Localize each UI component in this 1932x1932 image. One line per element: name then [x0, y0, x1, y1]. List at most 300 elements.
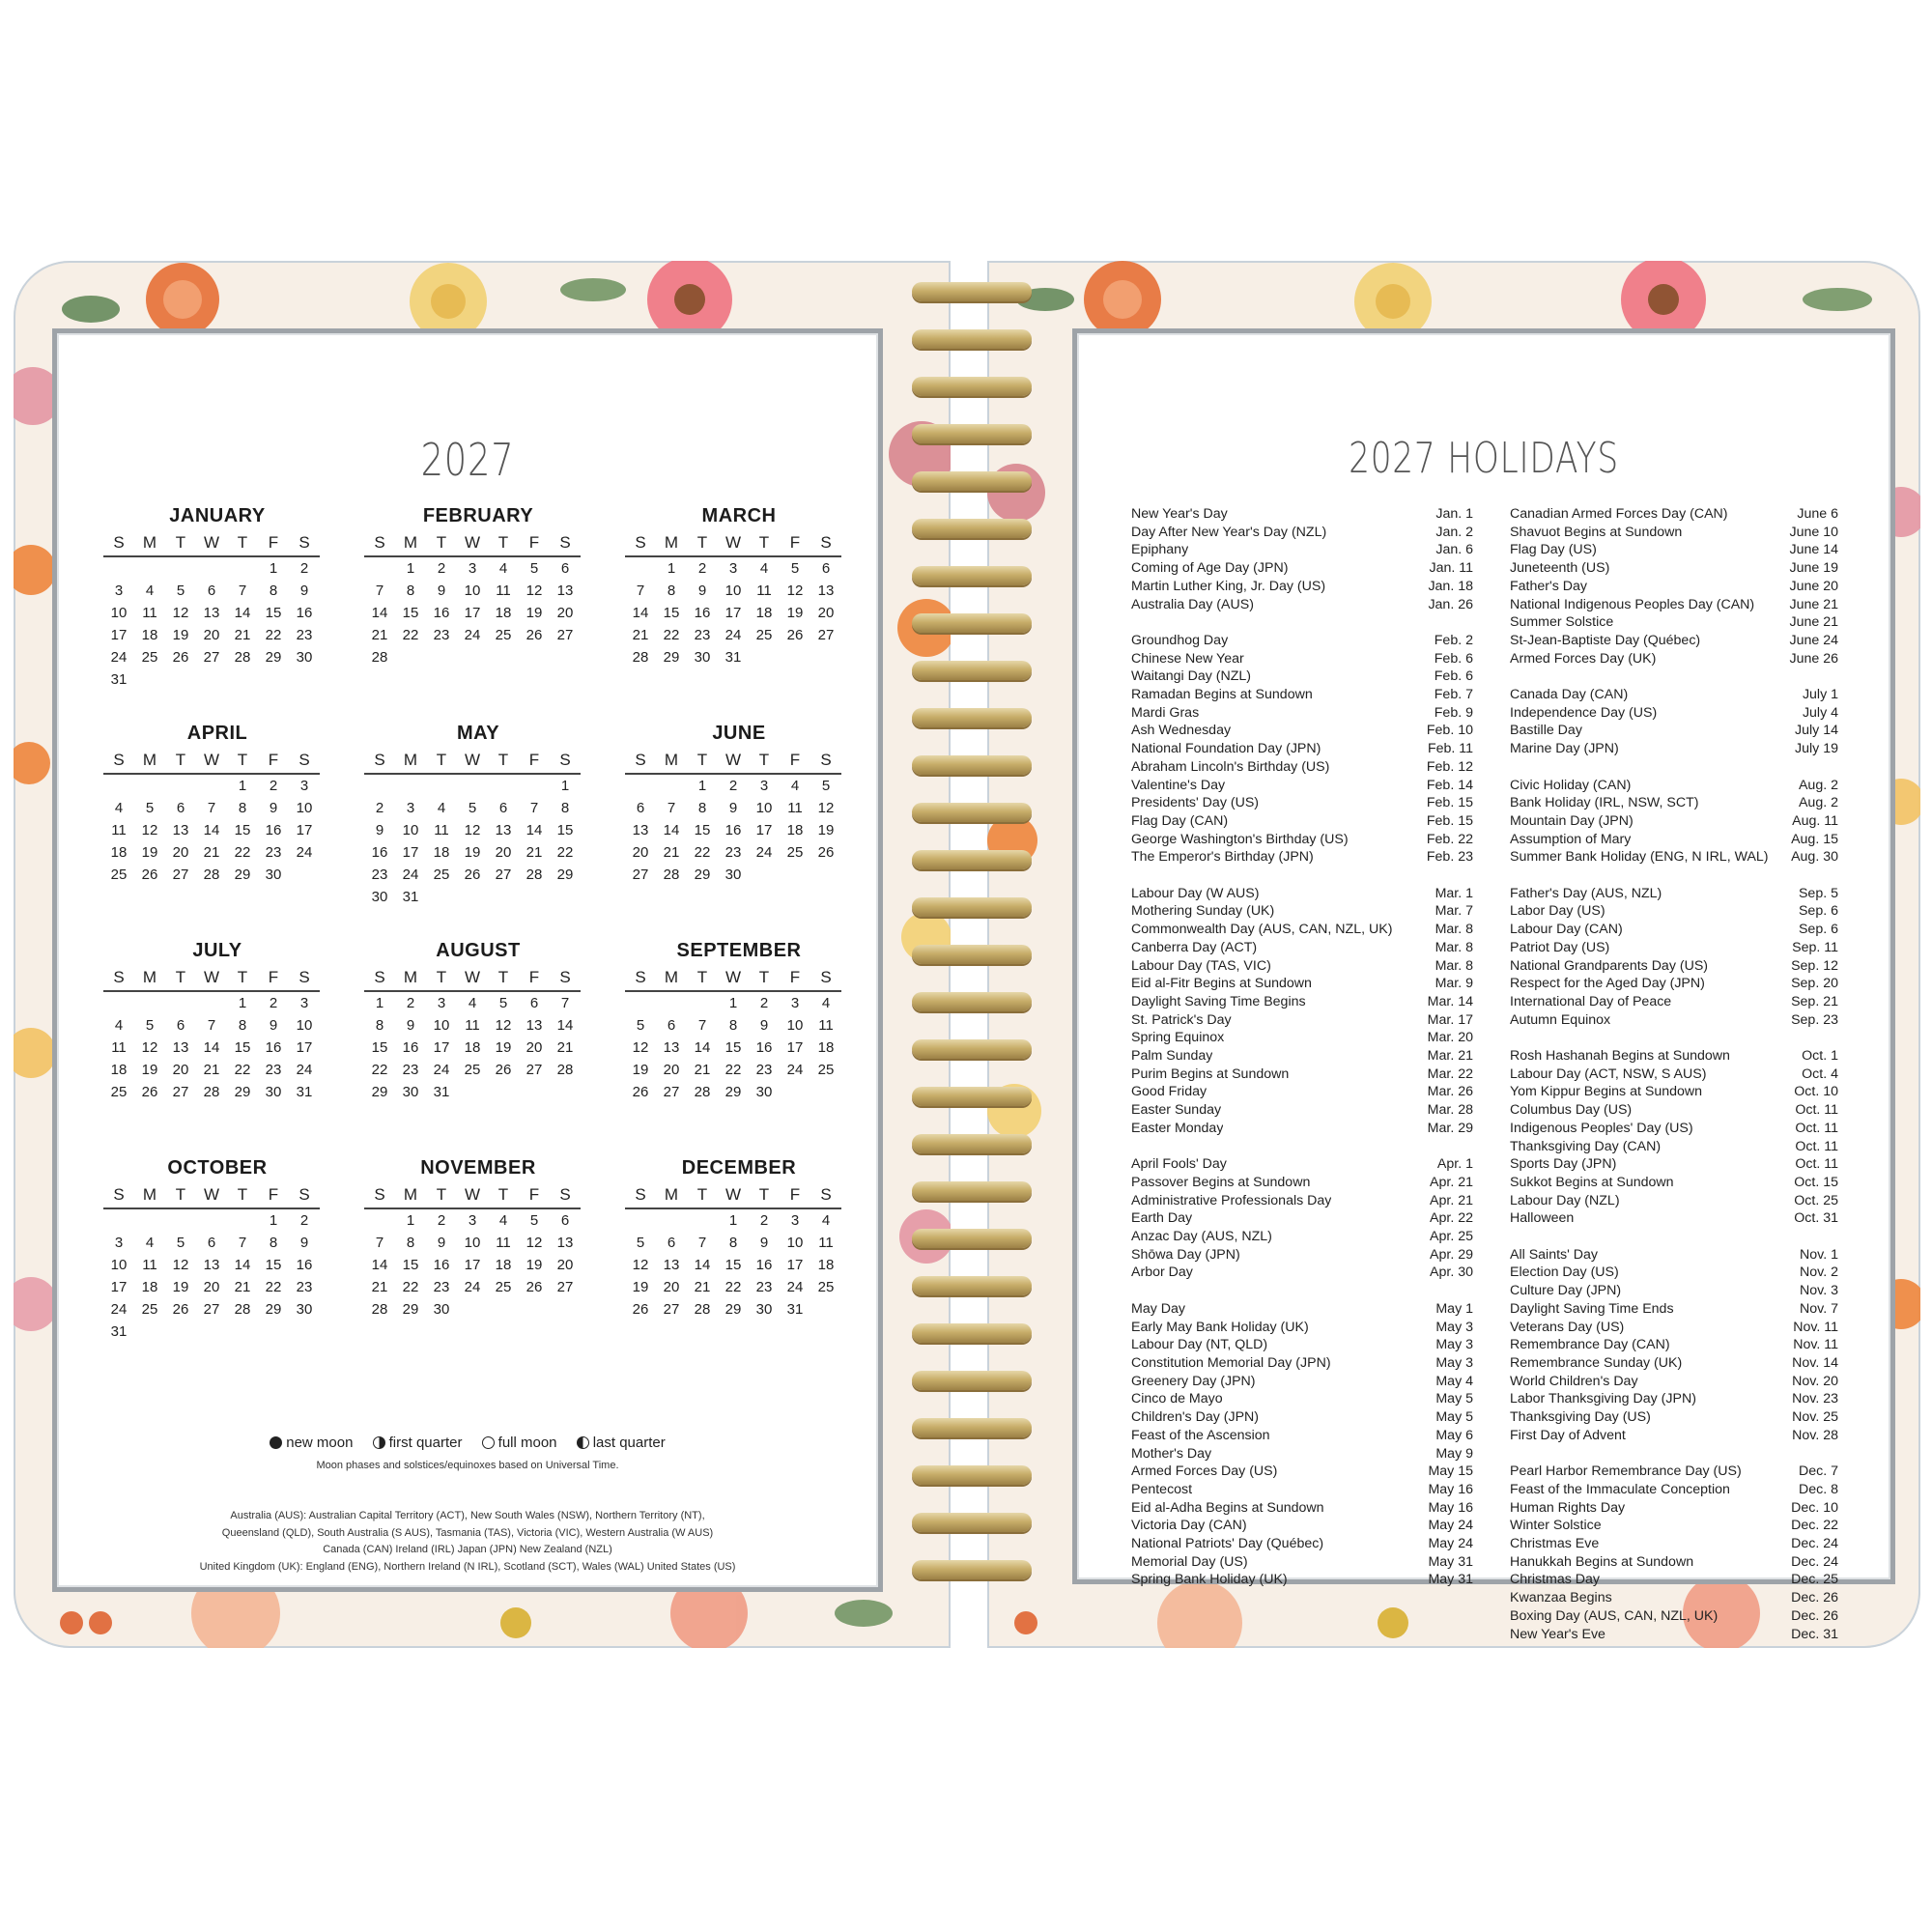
day-cell: 20 [663, 1062, 680, 1078]
holiday-name: Waitangi Day (NZL) [1131, 668, 1252, 685]
day-cell: 10 [402, 822, 419, 838]
holiday-date: Feb. 10 [1426, 723, 1473, 739]
holiday-row [1510, 1607, 1838, 1626]
day-cell: 20 [495, 844, 512, 861]
holiday-row [1131, 1209, 1473, 1228]
month-name: JULY [192, 940, 242, 961]
day-cell: 4 [145, 582, 155, 599]
holiday-name: Mardi Gras [1131, 704, 1200, 721]
day-cell: 30 [724, 867, 742, 883]
day-cell: 20 [203, 627, 220, 643]
day-grid [103, 1183, 331, 1343]
day-cell: 24 [433, 1062, 450, 1078]
weekday-header: T [749, 749, 780, 775]
day-cell: 4 [114, 800, 124, 816]
day-cell: 14 [556, 1017, 574, 1034]
spiral-ring [912, 661, 1032, 680]
day-cell: 21 [632, 627, 649, 643]
spiral-ring [912, 850, 1032, 869]
day-cell: 18 [755, 605, 773, 621]
holiday-name: Autumn Equinox [1510, 1011, 1611, 1028]
holiday-name: Purim Begins at Sundown [1131, 1065, 1290, 1082]
spiral-ring [912, 282, 1032, 301]
day-cell: 2 [437, 1212, 446, 1229]
calendar-year-title: 2027 [420, 434, 515, 486]
day-cell: 6 [560, 1212, 570, 1229]
day-cell: 12 [817, 800, 835, 816]
holiday-row [1131, 1499, 1473, 1518]
holiday-row [1131, 596, 1473, 614]
holiday-date: Sep. 6 [1798, 922, 1838, 938]
day-cell: 24 [110, 1301, 128, 1318]
weekday-header: S [364, 1183, 395, 1209]
day-cell: 10 [296, 1017, 313, 1034]
day-cell: 4 [498, 560, 508, 577]
day-cell: 26 [632, 1301, 649, 1318]
weekday-header: S [289, 966, 320, 992]
holiday-name: Rosh Hashanah Begins at Sundown [1510, 1048, 1730, 1065]
holiday-row [1131, 1155, 1473, 1174]
weekday-header: F [780, 1183, 810, 1209]
empty-day-cell [687, 992, 718, 1014]
day-cell: 17 [433, 1039, 450, 1056]
day-cell: 30 [402, 1084, 419, 1100]
holiday-date: Mar. 7 [1435, 903, 1473, 920]
holiday-date: May 5 [1435, 1409, 1473, 1426]
holiday-row [1131, 505, 1473, 524]
day-cell: 5 [145, 800, 155, 816]
holiday-name: Commonwealth Day (AUS, CAN, NZL, UK) [1131, 922, 1393, 938]
day-cell: 23 [265, 1062, 282, 1078]
holiday-name: Canadian Armed Forces Day (CAN) [1510, 506, 1728, 522]
day-cell: 20 [203, 1279, 220, 1295]
spiral-ring [912, 1276, 1032, 1295]
day-cell: 1 [728, 995, 738, 1011]
weekday-header: F [519, 749, 550, 775]
day-cell: 13 [495, 822, 512, 838]
day-cell: 31 [402, 889, 419, 905]
holiday-name: Canada Day (CAN) [1510, 687, 1629, 703]
holiday-date: May 24 [1428, 1518, 1473, 1534]
day-cell: 11 [818, 1017, 834, 1034]
day-cell: 16 [433, 1257, 450, 1273]
holiday-row [1510, 1120, 1838, 1138]
holiday-date: Apr. 1 [1436, 1156, 1473, 1173]
weekday-header: T [227, 531, 258, 557]
empty-day-cell [426, 775, 457, 797]
day-cell: 24 [755, 844, 773, 861]
day-cell: 17 [724, 605, 742, 621]
day-cell: 18 [495, 605, 512, 621]
day-cell: 9 [437, 582, 446, 599]
holiday-row [1510, 957, 1838, 976]
holiday-name: Veterans Day (US) [1510, 1319, 1625, 1335]
day-cell: 5 [468, 800, 477, 816]
abbreviation-line: Queensland (QLD), South Australia (S AUS), Tasmania (TAS), Victoria (VIC), Western Australia (W AUS) [221, 1526, 714, 1539]
day-cell: 6 [821, 560, 831, 577]
day-cell: 3 [406, 800, 415, 816]
holiday-row [1131, 1083, 1473, 1101]
holiday-row [1131, 1427, 1473, 1445]
weekday-header: F [780, 531, 810, 557]
holiday-row [1510, 1535, 1838, 1553]
holiday-column-left [1131, 505, 1473, 1607]
day-cell: 28 [371, 649, 388, 666]
holiday-name: Epiphany [1131, 542, 1189, 558]
day-cell: 4 [821, 995, 831, 1011]
day-cell: 29 [371, 1084, 388, 1100]
holiday-row [1131, 848, 1473, 867]
holiday-name: Culture Day (JPN) [1510, 1283, 1622, 1299]
holiday-date: June 14 [1789, 542, 1838, 558]
month-name: AUGUST [436, 940, 521, 961]
day-cell: 15 [724, 1039, 742, 1056]
holiday-row [1131, 1029, 1473, 1047]
holiday-name: Chinese New Year [1131, 650, 1244, 667]
day-cell: 14 [203, 1039, 220, 1056]
holiday-row [1510, 1499, 1838, 1518]
holiday-name: Father's Day (AUS, NZL) [1510, 885, 1662, 901]
day-cell: 27 [203, 1301, 220, 1318]
day-cell: 18 [110, 1062, 128, 1078]
weekday-header: S [289, 749, 320, 775]
day-cell: 11 [756, 582, 772, 599]
day-cell: 28 [556, 1062, 574, 1078]
day-cell: 12 [632, 1257, 649, 1273]
empty-day-cell [134, 557, 165, 580]
day-cell: 13 [172, 1039, 189, 1056]
holiday-date: Feb. 12 [1426, 758, 1473, 775]
day-cell: 27 [203, 649, 220, 666]
empty-day-cell [625, 557, 656, 580]
holiday-row [1510, 812, 1838, 831]
day-cell: 25 [786, 844, 804, 861]
empty-day-cell [687, 1209, 718, 1232]
weekday-header: T [426, 1183, 457, 1209]
day-cell: 27 [817, 627, 835, 643]
day-cell: 13 [203, 605, 220, 621]
month-name: JANUARY [169, 505, 266, 526]
legend-label: first quarter [388, 1435, 463, 1451]
day-cell: 26 [172, 649, 189, 666]
holiday-name: Good Friday [1131, 1084, 1208, 1100]
holiday-date: Mar. 28 [1427, 1102, 1473, 1119]
weekday-header: S [550, 966, 581, 992]
holiday-row [1510, 1390, 1838, 1408]
holiday-date: Jan. 6 [1435, 542, 1473, 558]
weekday-header: M [134, 749, 165, 775]
day-cell: 21 [234, 1279, 251, 1295]
holiday-date: Dec. 26 [1791, 1590, 1838, 1606]
day-cell: 23 [724, 844, 742, 861]
legend-last-quarter [577, 1435, 666, 1451]
day-cell: 19 [786, 605, 804, 621]
holiday-row [1510, 1373, 1838, 1391]
day-cell: 2 [269, 778, 278, 794]
holiday-name: Valentine's Day [1131, 777, 1226, 793]
weekday-header: S [625, 1183, 656, 1209]
day-cell: 5 [790, 560, 800, 577]
holiday-name: Election Day (US) [1510, 1264, 1619, 1281]
weekday-header: S [625, 749, 656, 775]
holiday-name: Feast of the Ascension [1131, 1427, 1270, 1443]
holiday-date: Oct. 11 [1795, 1102, 1838, 1119]
day-grid [364, 1183, 592, 1321]
day-cell: 30 [371, 889, 388, 905]
holiday-row [1131, 794, 1473, 812]
holiday-date: May 31 [1428, 1572, 1473, 1588]
day-cell: 22 [724, 1062, 742, 1078]
holiday-name: Assumption of Mary [1510, 831, 1632, 847]
weekday-header: F [258, 1183, 289, 1209]
day-cell: 18 [464, 1039, 481, 1056]
holiday-date: May 3 [1435, 1337, 1473, 1353]
day-cell: 13 [632, 822, 649, 838]
holiday-date: Jan. 18 [1428, 578, 1473, 594]
holiday-date: July 14 [1795, 723, 1838, 739]
day-cell: 10 [724, 582, 742, 599]
day-cell: 4 [145, 1235, 155, 1251]
holiday-date: June 20 [1789, 578, 1838, 594]
holiday-row [1510, 632, 1838, 650]
holiday-name: International Day of Peace [1510, 993, 1672, 1009]
weekday-header: M [134, 531, 165, 557]
holiday-group [1510, 777, 1838, 867]
holiday-date: Feb. 15 [1426, 795, 1473, 811]
month-calendar [625, 940, 853, 1157]
holiday-group [1131, 1300, 1473, 1589]
holiday-date: Dec. 10 [1791, 1499, 1838, 1516]
day-cell: 15 [402, 605, 419, 621]
day-cell: 9 [375, 822, 384, 838]
holiday-date: Jan. 2 [1435, 524, 1473, 540]
holiday-name: Presidents' Day (US) [1131, 795, 1260, 811]
day-cell: 17 [464, 605, 481, 621]
day-cell: 19 [495, 1039, 512, 1056]
holiday-date: June 24 [1789, 632, 1838, 648]
day-cell: 12 [526, 1235, 543, 1251]
holiday-name: Daylight Saving Time Ends [1510, 1300, 1674, 1317]
holiday-row [1131, 1174, 1473, 1192]
holiday-date: Dec. 31 [1791, 1626, 1838, 1642]
day-cell: 2 [406, 995, 415, 1011]
day-cell: 22 [402, 1279, 419, 1295]
holiday-date: Apr. 29 [1430, 1246, 1473, 1263]
holiday-date: May 24 [1428, 1536, 1473, 1552]
holiday-name: Pearl Harbor Remembrance Day (US) [1510, 1463, 1742, 1480]
spiral-ring [912, 329, 1032, 349]
weekday-header: T [426, 531, 457, 557]
weekday-header: S [810, 749, 841, 775]
day-cell: 11 [787, 800, 803, 816]
weekday-header: S [550, 531, 581, 557]
day-grid [364, 531, 592, 668]
holiday-date: Apr. 21 [1430, 1174, 1473, 1190]
empty-day-cell [488, 775, 519, 797]
holiday-name: New Year's Eve [1510, 1626, 1605, 1642]
day-cell: 20 [172, 1062, 189, 1078]
holiday-name: Administrative Professionals Day [1131, 1192, 1332, 1208]
holiday-row [1510, 1246, 1838, 1264]
day-cell: 7 [238, 1235, 247, 1251]
holiday-name: Cinco de Mayo [1131, 1391, 1223, 1407]
empty-day-cell [227, 1209, 258, 1232]
day-cell: 16 [296, 1257, 313, 1273]
holiday-row [1510, 1427, 1838, 1445]
spiral-ring [912, 1513, 1032, 1532]
day-cell: 4 [437, 800, 446, 816]
day-cell: 14 [526, 822, 543, 838]
holiday-date: Nov. 28 [1792, 1427, 1838, 1443]
spiral-ring [912, 1229, 1032, 1248]
day-cell: 16 [402, 1039, 419, 1056]
holiday-date: Mar. 17 [1427, 1011, 1473, 1028]
weekday-header: T [488, 749, 519, 775]
day-cell: 25 [141, 1301, 158, 1318]
holiday-date: Feb. 6 [1434, 650, 1473, 667]
holidays-title: 2027 HOLIDAYS [1349, 434, 1619, 483]
weekday-header: S [364, 749, 395, 775]
day-cell: 5 [636, 1235, 645, 1251]
holidays-panel [1072, 328, 1895, 1642]
holiday-row [1131, 668, 1473, 686]
spiral-ring [912, 897, 1032, 917]
holiday-date: Sep. 12 [1791, 957, 1838, 974]
holiday-date: Feb. 22 [1426, 831, 1473, 847]
holiday-name: Eid al-Adha Begins at Sundown [1131, 1499, 1324, 1516]
empty-day-cell [103, 992, 134, 1014]
weekday-header: M [395, 966, 426, 992]
holiday-row [1131, 1571, 1473, 1589]
day-cell: 12 [526, 582, 543, 599]
day-cell: 3 [437, 995, 446, 1011]
holiday-row [1131, 1553, 1473, 1572]
day-cell: 6 [176, 800, 185, 816]
day-cell: 1 [238, 995, 247, 1011]
holiday-date: May 16 [1428, 1481, 1473, 1497]
holiday-row [1131, 902, 1473, 921]
holiday-name: National Grandparents Day (US) [1510, 957, 1709, 974]
holiday-row [1131, 1535, 1473, 1553]
day-cell: 14 [234, 605, 251, 621]
day-cell: 9 [437, 1235, 446, 1251]
day-cell: 25 [755, 627, 773, 643]
day-cell: 18 [495, 1257, 512, 1273]
day-cell: 27 [663, 1084, 680, 1100]
day-cell: 29 [265, 649, 282, 666]
day-cell: 5 [145, 1017, 155, 1034]
weekday-header: M [656, 1183, 687, 1209]
holiday-name: Canberra Day (ACT) [1131, 939, 1258, 955]
day-cell: 25 [817, 1279, 835, 1295]
holiday-row [1510, 650, 1838, 668]
holiday-name: Groundhog Day [1131, 632, 1229, 648]
empty-day-cell [457, 775, 488, 797]
day-cell: 3 [114, 1235, 124, 1251]
holiday-date: Aug. 15 [1791, 831, 1838, 847]
day-cell: 16 [755, 1039, 773, 1056]
weekday-header: W [457, 1183, 488, 1209]
day-cell: 12 [141, 822, 158, 838]
day-cell: 30 [296, 649, 313, 666]
day-cell: 7 [667, 800, 676, 816]
holiday-date: Mar. 21 [1427, 1048, 1473, 1065]
day-cell: 17 [296, 1039, 313, 1056]
day-cell: 1 [269, 560, 278, 577]
weekday-header: T [687, 966, 718, 992]
holiday-date: Dec. 26 [1791, 1607, 1838, 1624]
holiday-name: Pentecost [1131, 1481, 1193, 1497]
holiday-row [1131, 957, 1473, 976]
day-cell: 23 [296, 627, 313, 643]
day-cell: 2 [759, 1212, 769, 1229]
weekday-header: W [718, 749, 749, 775]
holiday-row [1510, 975, 1838, 993]
day-cell: 24 [786, 1279, 804, 1295]
holiday-date: May 1 [1435, 1300, 1473, 1317]
holiday-row [1510, 831, 1838, 849]
weekday-header: M [395, 749, 426, 775]
holiday-row [1131, 1264, 1473, 1282]
day-cell: 31 [110, 671, 128, 688]
holiday-name: National Patriots' Day (Québec) [1131, 1536, 1324, 1552]
day-cell: 7 [697, 1235, 707, 1251]
day-cell: 27 [556, 1279, 574, 1295]
holiday-date: Nov. 7 [1800, 1300, 1838, 1317]
weekday-header: T [165, 749, 196, 775]
day-cell: 2 [728, 778, 738, 794]
legend-label: full moon [497, 1435, 557, 1451]
holiday-name: Columbus Day (US) [1510, 1102, 1633, 1119]
holiday-row [1131, 1047, 1473, 1065]
day-cell: 24 [110, 649, 128, 666]
day-cell: 25 [495, 627, 512, 643]
day-cell: 9 [299, 1235, 309, 1251]
holiday-group [1131, 632, 1473, 867]
day-cell: 26 [141, 1084, 158, 1100]
weekday-header: M [134, 966, 165, 992]
holiday-date: Oct. 11 [1795, 1138, 1838, 1154]
day-cell: 1 [269, 1212, 278, 1229]
month-grid [103, 505, 853, 1375]
day-cell: 21 [694, 1062, 711, 1078]
holiday-date: Dec. 24 [1791, 1553, 1838, 1570]
holiday-name: Sports Day (JPN) [1510, 1156, 1617, 1173]
day-cell: 7 [697, 1017, 707, 1034]
day-cell: 24 [402, 867, 419, 883]
holiday-date: Apr. 22 [1430, 1210, 1473, 1227]
day-cell: 27 [663, 1301, 680, 1318]
weekday-header: W [457, 749, 488, 775]
day-cell: 21 [371, 1279, 388, 1295]
day-cell: 8 [728, 1235, 738, 1251]
holiday-row [1510, 578, 1838, 596]
weekday-header: S [103, 1183, 134, 1209]
spiral-ring [912, 1465, 1032, 1485]
day-cell: 25 [817, 1062, 835, 1078]
day-cell: 22 [402, 627, 419, 643]
holiday-row [1510, 1463, 1838, 1481]
holiday-name: Respect for the Aged Day (JPN) [1510, 976, 1705, 992]
day-cell: 12 [464, 822, 481, 838]
day-cell: 10 [786, 1235, 804, 1251]
holiday-date: Feb. 14 [1426, 777, 1473, 793]
holiday-row [1510, 993, 1838, 1011]
day-cell: 16 [694, 605, 711, 621]
spiral-ring [912, 992, 1032, 1011]
day-cell: 20 [526, 1039, 543, 1056]
holiday-row [1510, 1319, 1838, 1337]
